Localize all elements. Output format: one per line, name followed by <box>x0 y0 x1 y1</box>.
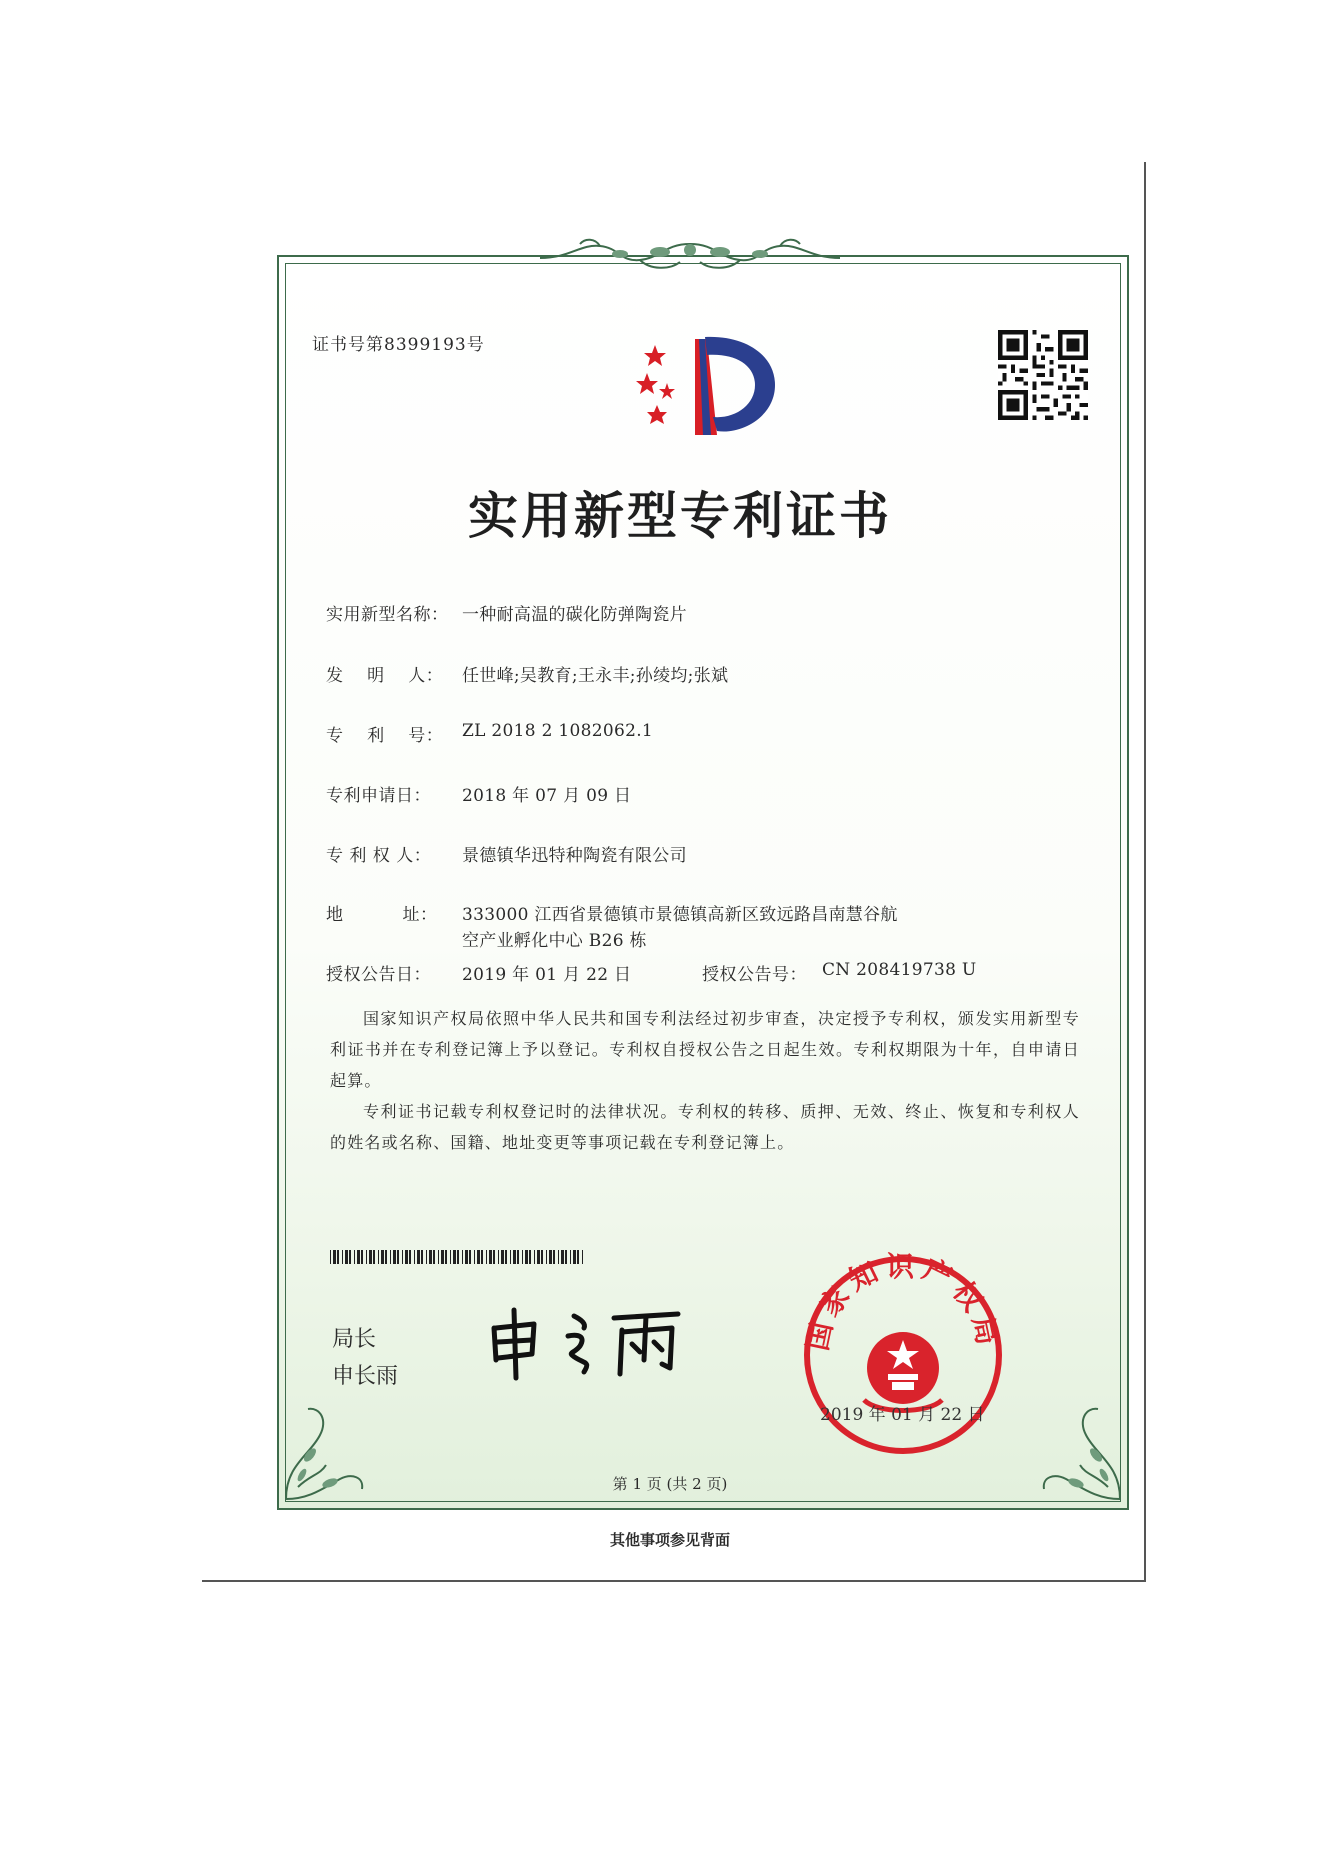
barcode-bar <box>469 1250 471 1264</box>
barcode-bar <box>489 1250 492 1264</box>
barcode-bar <box>426 1250 427 1264</box>
barcode-bar <box>330 1250 331 1264</box>
barcode-bar <box>486 1250 487 1264</box>
barcode-bar <box>409 1250 411 1264</box>
barcode-bar <box>381 1250 384 1264</box>
handwritten-signature <box>482 1302 702 1382</box>
barcode-bar <box>429 1250 432 1264</box>
barcode-bar <box>421 1250 423 1264</box>
address-line-1: 333000 江西省景德镇市景德镇高新区致远路昌南慧谷航 <box>462 905 898 925</box>
utility-model-name-label: 实用新型名称： <box>326 605 449 625</box>
barcode-bar <box>582 1250 583 1264</box>
barcode-bar <box>577 1250 579 1264</box>
top-ornament <box>540 236 840 276</box>
barcode-bar <box>366 1250 367 1264</box>
barcode-bar <box>525 1250 528 1264</box>
barcode-bar <box>534 1250 535 1264</box>
barcode-bar <box>462 1250 463 1264</box>
barcode-bar <box>438 1250 439 1264</box>
barcode-bar <box>397 1250 399 1264</box>
barcode-bar <box>402 1250 403 1264</box>
grant-number-label: 授权公告号： <box>702 965 807 985</box>
barcode-bar <box>441 1250 444 1264</box>
bottom-right-ornament <box>1036 1395 1126 1505</box>
barcode-bar <box>445 1250 447 1264</box>
barcode-bar <box>510 1250 511 1264</box>
leader-title: 局长 <box>332 1327 377 1352</box>
grant-number-value: CN 208419738 U <box>822 960 977 980</box>
seal-date: 2019 年 01 月 22 日 <box>820 1405 985 1425</box>
barcode-bar <box>570 1250 571 1264</box>
barcode-bar <box>361 1250 363 1264</box>
barcode-bar <box>477 1250 480 1264</box>
barcode-bar <box>537 1250 540 1264</box>
barcode-bar <box>337 1250 339 1264</box>
barcode-bar <box>546 1250 547 1264</box>
barcode-bar <box>474 1250 475 1264</box>
barcode-bar <box>342 1250 343 1264</box>
patent-number-label: 专 利 号： <box>326 726 444 746</box>
barcode-icon <box>330 1250 586 1264</box>
barcode-bar <box>357 1250 360 1264</box>
address-label: 地 址： <box>326 905 438 925</box>
barcode-bar <box>378 1250 379 1264</box>
barcode-bar <box>549 1250 552 1264</box>
barcode-bar <box>505 1250 507 1264</box>
barcode-bar <box>417 1250 420 1264</box>
cnipa-logo-icon <box>625 325 785 445</box>
bottom-left-ornament <box>280 1395 370 1505</box>
barcode-bar <box>493 1250 495 1264</box>
barcode-bar <box>561 1250 564 1264</box>
grant-date-value: 2019 年 01 月 22 日 <box>462 965 632 985</box>
footer-note: 其他事项参见背面 <box>609 1531 730 1549</box>
inventors-label: 发 明 人： <box>326 666 444 686</box>
barcode-bar <box>450 1250 451 1264</box>
barcode-bar <box>457 1250 459 1264</box>
legal-paragraph-2: 专利证书记载专利权登记时的法律状况。专利权的转移、质押、无效、终止、恢复和专利权人的姓名或名称、国籍、地址变更等事项记载在专利登记簿上。 <box>330 1102 1080 1152</box>
barcode-bar <box>498 1250 499 1264</box>
barcode-bar <box>553 1250 555 1264</box>
barcode-bar <box>522 1250 523 1264</box>
filing-date-value: 2018 年 07 月 09 日 <box>462 786 632 806</box>
certificate-number: 证书号第8399193号 <box>312 335 485 355</box>
legal-paragraph-1: 国家知识产权局依照中华人民共和国专利法经过初步审查，决定授予专利权，颁发实用新型专利证书并在专利登记簿上予以登记。专利权自授权公告之日起生效。专利权期限为十年，自申请日起算。 <box>330 1009 1080 1090</box>
page-number: 第 1 页 (共 2 页) <box>612 1475 728 1493</box>
barcode-bar <box>517 1250 519 1264</box>
barcode-bar <box>414 1250 415 1264</box>
patentee-label: 专 利 权 人： <box>326 846 432 866</box>
grant-date-label: 授权公告日： <box>326 965 431 985</box>
leader-name: 申长雨 <box>332 1364 399 1389</box>
utility-model-name-value: 一种耐高温的碳化防弹陶瓷片 <box>462 605 687 625</box>
barcode-bar <box>373 1250 375 1264</box>
qr-code-icon <box>998 330 1088 420</box>
inventors-value: 任世峰;吴教育;王永丰;孙绫均;张斌 <box>462 666 729 686</box>
barcode-bar <box>333 1250 336 1264</box>
barcode-bar <box>345 1250 348 1264</box>
barcode-bar <box>433 1250 435 1264</box>
barcode-bar <box>529 1250 531 1264</box>
patentee-value: 景德镇华迅特种陶瓷有限公司 <box>462 846 687 866</box>
barcode-bar <box>349 1250 351 1264</box>
patent-number-value: ZL 2018 2 1082062.1 <box>462 721 654 741</box>
barcode-bar <box>481 1250 483 1264</box>
barcode-bar <box>405 1250 408 1264</box>
barcode-bar <box>369 1250 372 1264</box>
official-seal-stamp <box>798 1250 1008 1460</box>
barcode-bar <box>393 1250 396 1264</box>
svg-text:国家知识产权局: 国家知识产权局 <box>800 1250 1006 1354</box>
barcode-bar <box>385 1250 387 1264</box>
barcode-bar <box>501 1250 504 1264</box>
barcode-bar <box>390 1250 391 1264</box>
barcode-bar <box>558 1250 559 1264</box>
certificate-title: 实用新型专利证书 <box>468 486 892 545</box>
barcode-bar <box>513 1250 516 1264</box>
barcode-bar <box>573 1250 576 1264</box>
filing-date-label: 专利申请日： <box>326 786 431 806</box>
barcode-bar <box>354 1250 355 1264</box>
barcode-bar <box>565 1250 567 1264</box>
address-line-2: 空产业孵化中心 B26 栋 <box>462 931 647 951</box>
barcode-bar <box>465 1250 468 1264</box>
barcode-bar <box>453 1250 456 1264</box>
barcode-bar <box>541 1250 543 1264</box>
